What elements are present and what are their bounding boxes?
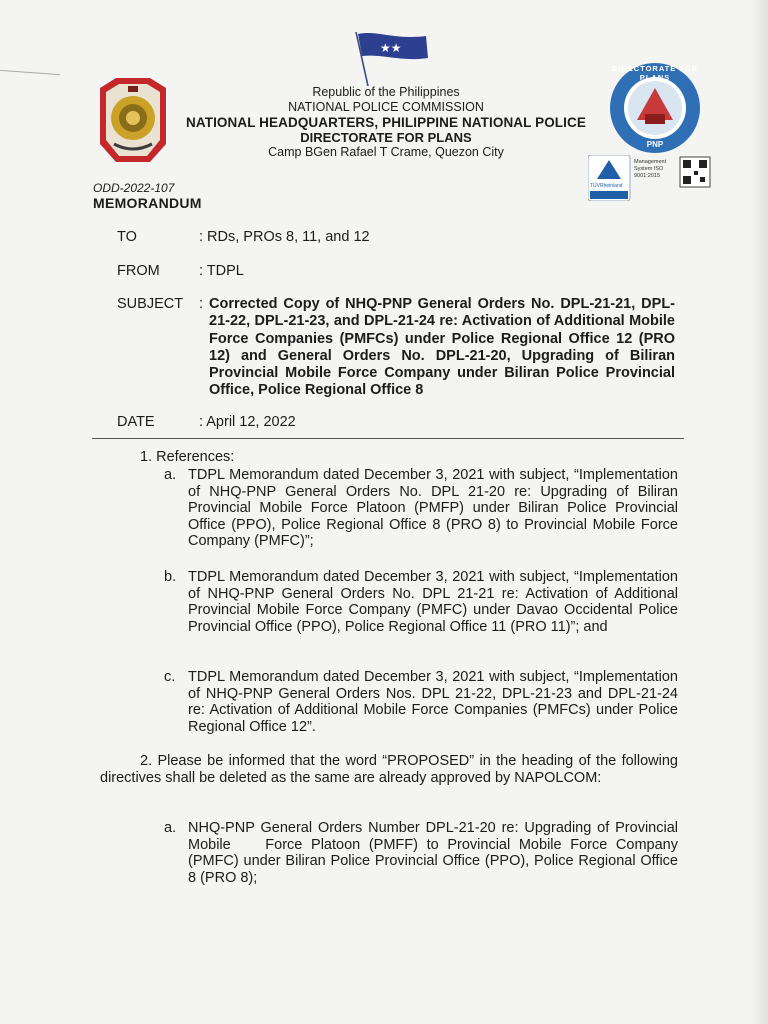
address-line: Camp BGen Rafael T Crame, Quezon City <box>268 145 504 159</box>
reference-marker: a. <box>164 467 177 483</box>
from-field <box>117 263 679 279</box>
directorate-line: DIRECTORATE FOR PLANS <box>300 130 472 145</box>
subject-label: SUBJECT <box>117 296 184 312</box>
from-value: : TDPL <box>199 263 244 279</box>
to-value: : RDs, PROs 8, 11, and 12 <box>199 229 370 245</box>
reference-item-a <box>164 467 678 550</box>
subject-value: Corrected Copy of NHQ-PNP General Orders No. DPL-21-21, DPL-21-22, DPL-21-23, and DPL-21-24 re: Activation of Additional Mobile Force Companies (PMFCs) under Police Regional Office 12 (PRO 12) and General Orders No. DPL-21-20, Upgrading of Biliran Provincial Mobile Force Company under Biliran Police Provincial Office, Police Regional Office 8 <box>209 296 675 399</box>
commission-line: NATIONAL POLICE COMMISSION <box>288 100 484 114</box>
pnp-seal-icon <box>94 74 172 166</box>
directorate-seal-text: DIRECTORATE FOR PLANS PNP <box>611 64 699 149</box>
svg-text:★★: ★★ <box>380 41 402 55</box>
reference-marker: c. <box>164 669 176 685</box>
directive-item-a <box>164 820 683 886</box>
date-field <box>117 414 679 430</box>
reference-item-c <box>164 669 678 735</box>
reference-marker: b. <box>164 569 177 585</box>
reference-text: TDPL Memorandum dated December 3, 2021 with subject, “Implementation of NHQ-PNP General Orders No. DPL 21-21 re: Activation of Additional Provincial Mobile Force Company (PMFC) under Davao Occidental Police Provincial Office (PPO), Police Regional Office 11 (PRO 11)”; and <box>188 569 678 635</box>
headquarters-line: NATIONAL HEADQUARTERS, PHILIPPINE NATIONAL POLICE <box>186 115 586 130</box>
header-divider <box>92 438 684 439</box>
from-label: FROM <box>117 263 160 279</box>
to-field <box>117 229 679 245</box>
directive-text: NHQ-PNP General Orders Number DPL-21-20 re: Upgrading of Provincial Mobile Force Platoon (PMFF) to Provincial Mobile Force Company (PMFC) under Biliran Police Provincial Office (PPO), Police Regional Office 8 (PRO 8); <box>188 820 683 886</box>
iso-certification-badge: TÜVRheinland Management System ISO 9001:2015 <box>588 155 712 201</box>
subject-field: SUBJECT : Corrected Copy of NHQ-PNP General Orders No. DPL-21-21, DPL-21-22, DPL-21-23, and DPL-21-24 re: Activation of Additional Mobile Force Companies (PMFCs) under Police Regional Office 12 (PRO 12) and General Orders No. DPL-21-20, Upgrading of Biliran Provincial Mobile Force Company under Biliran Police Provincial Office, Police Regional Office 8 <box>117 296 675 399</box>
republic-line: Republic of the Philippines <box>312 85 460 99</box>
reference-item-b <box>164 569 678 635</box>
flag-icon <box>350 28 432 88</box>
date-label: DATE <box>117 414 155 430</box>
scan-mark <box>0 70 60 75</box>
references-heading: 1. References: <box>140 449 235 465</box>
paragraph-2: 2. Please be informed that the word “PROPOSED” in the heading of the following directives shall be deleted as the same are already approved by NAPOLCOM: <box>100 753 678 786</box>
scan-edge-shadow <box>750 0 768 1024</box>
date-value: : April 12, 2022 <box>199 414 296 430</box>
letterhead <box>176 85 596 160</box>
reference-text: TDPL Memorandum dated December 3, 2021 with subject, “Implementation of NHQ-PNP General Orders No. DPL 21-20 re: Upgrading of Biliran Provincial Mobile Force Platoon (PMFP) under Biliran Police Provincial Office (PPO), Police Regional Office 8 (PRO 8) to Provincial Mobile Force Company (PMFC)”; <box>188 467 678 550</box>
directive-marker: a. <box>164 820 177 836</box>
document-reference-code: ODD-2022-107 <box>93 181 175 195</box>
to-label: TO <box>117 229 137 245</box>
reference-text: TDPL Memorandum dated December 3, 2021 with subject, “Implementation of NHQ-PNP General Orders Nos. DPL 21-22, DPL-21-23 and DPL-21-24 re: Activation of Additional Mobile Force Companies (PMFCs) under Police Regional Office 12”. <box>188 669 678 735</box>
memo-title: MEMORANDUM <box>93 195 202 211</box>
